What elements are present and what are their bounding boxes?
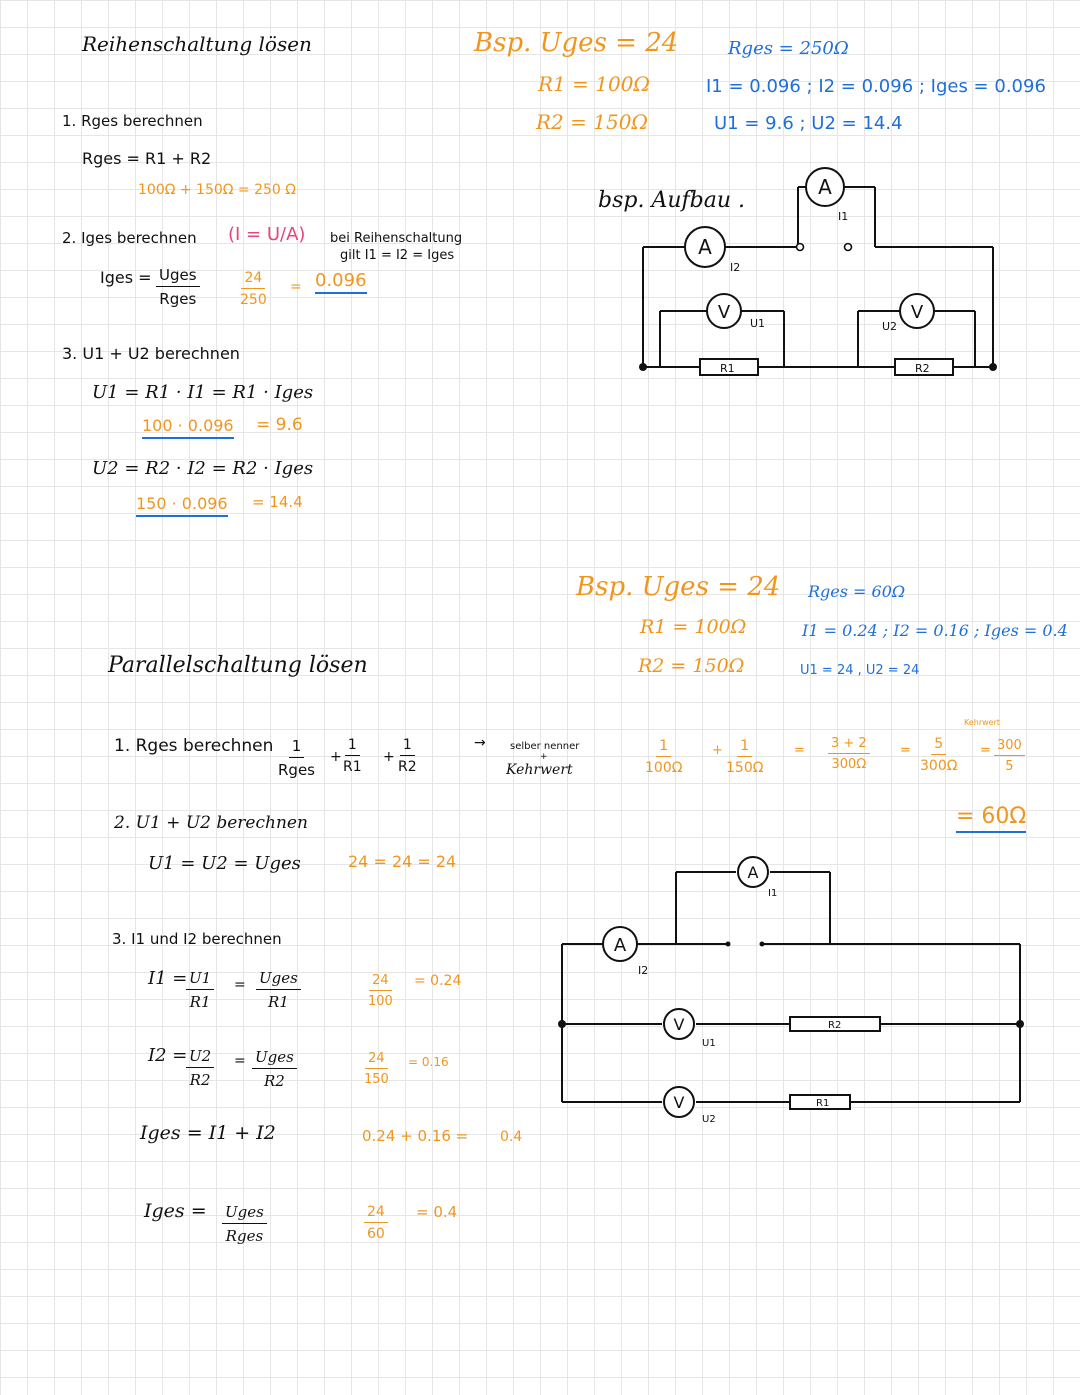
parallel-step1-heading: 1. Rges berechnen <box>114 736 274 756</box>
parallel-iges-sum: Iges = I1 + I2 <box>140 1122 276 1144</box>
fraction-numerator: U1 <box>186 969 214 990</box>
series-ammeter-a2 <box>685 227 725 267</box>
fraction-denominator: 60 <box>367 1226 385 1242</box>
series-u2-calc-expr: 150 · 0.096 <box>136 494 228 517</box>
ammeter-label: A <box>747 863 759 882</box>
series-voltmeter-v2 <box>900 294 934 328</box>
series-label-u1: U1 <box>750 317 766 330</box>
voltmeter-label: V <box>673 1093 685 1112</box>
parallel-step2-heading: 2. U1 + U2 berechnen <box>114 813 308 833</box>
series-example-rges: Rges = 250Ω <box>728 38 849 59</box>
series-iges-eq: = <box>290 279 302 295</box>
fraction-denominator: R1 <box>189 993 211 1011</box>
series-circuit-caption: bsp. Aufbau . <box>598 188 745 213</box>
parallel-ammeter-a2 <box>603 927 637 961</box>
parallel-iges-sum-calc: 0.24 + 0.16 = <box>362 1127 469 1145</box>
parallel-iges-lhs: Iges = <box>144 1200 207 1222</box>
series-ammeter-a1 <box>806 168 844 206</box>
series-voltmeter-v1 <box>707 294 741 328</box>
fraction-numerator: 1 <box>400 737 415 756</box>
fraction-denominator: 5 <box>1005 759 1014 774</box>
parallel-example-r2: R2 = 150Ω <box>638 655 745 677</box>
parallel-label-u1: U1 <box>702 1038 716 1049</box>
parallel-u-calc: 24 = 24 = 24 <box>348 852 457 871</box>
parallel-calc-frac3 <box>828 736 870 772</box>
parallel-iges-fraction <box>222 1203 267 1245</box>
voltmeter-label: V <box>910 302 924 323</box>
series-note-line1: bei Reihenschaltung <box>330 231 463 246</box>
parallel-calc-frac4 <box>920 736 957 774</box>
parallel-calc-frac2 <box>726 738 763 776</box>
parallel-iges-calc-fraction <box>364 1204 388 1242</box>
series-example-r2: R2 = 150Ω <box>536 110 649 134</box>
series-rges-calc: 100Ω + 150Ω = 250 Ω <box>138 182 296 198</box>
fraction-numerator: 300 <box>994 738 1025 756</box>
fraction-denominator: 100 <box>368 994 393 1009</box>
fraction-denominator: 300Ω <box>831 757 867 772</box>
series-label-u2: U2 <box>882 320 898 333</box>
parallel-rges-fraction <box>278 737 315 779</box>
series-resistor-r2 <box>895 359 953 375</box>
resistor-label: R2 <box>828 1020 842 1031</box>
series-iges-calc-fraction <box>240 270 267 308</box>
fraction-denominator: R2 <box>398 759 417 775</box>
fraction-numerator: 24 <box>241 270 265 289</box>
parallel-calc-frac5 <box>994 738 1025 774</box>
fraction-numerator: 1 <box>289 737 305 758</box>
parallel-note-line1: selber nenner <box>510 741 580 752</box>
series-resistor-r1 <box>700 359 758 375</box>
parallel-step3-heading: 3. I1 und I2 berechnen <box>112 930 282 948</box>
series-iges-fraction <box>156 266 200 308</box>
parallel-i2-fraction <box>186 1047 214 1089</box>
fraction-numerator: 1 <box>656 738 671 757</box>
series-u1-calc <box>142 418 234 434</box>
parallel-i2-mid: = <box>234 1053 246 1069</box>
fraction-denominator: 100Ω <box>645 760 683 776</box>
series-example-currents: I1 = 0.096 ; I2 = 0.096 ; Iges = 0.096 <box>706 76 1046 97</box>
fraction-denominator: 250 <box>240 292 267 308</box>
parallel-i2-result: = 0.16 <box>408 1055 449 1069</box>
parallel-plus-2: + <box>383 749 395 765</box>
series-circuit-diagram <box>630 165 1030 380</box>
fraction-numerator: 3 + 2 <box>828 736 870 754</box>
voltmeter-label: V <box>717 302 731 323</box>
parallel-calc-plus: + <box>712 743 723 758</box>
series-step1-heading: 1. Rges berechnen <box>62 112 203 130</box>
series-iges-result: 0.096 <box>315 272 367 294</box>
series-step3-heading: 3. U1 + U2 berechnen <box>62 344 240 363</box>
parallel-ammeter-a1 <box>738 857 768 887</box>
parallel-i1-fraction-2 <box>256 969 301 1011</box>
fraction-denominator: Rges <box>159 290 197 308</box>
parallel-i1-fraction <box>186 969 214 1011</box>
fraction-numerator: Uges <box>256 969 301 990</box>
series-step2-heading: 2. Iges berechnen <box>62 229 197 247</box>
series-example-voltages: U1 = 9.6 ; U2 = 14.4 <box>714 113 903 134</box>
resistor-label: R1 <box>816 1098 830 1109</box>
series-title: Reihenschaltung lösen <box>82 32 312 56</box>
parallel-label-i2: I2 <box>638 964 649 977</box>
parallel-calc-result <box>956 806 1026 828</box>
parallel-i1-calc-fraction <box>368 973 393 1009</box>
series-label-i1: I1 <box>838 210 849 223</box>
fraction-numerator: 24 <box>365 1051 388 1069</box>
parallel-example-currents: I1 = 0.24 ; I2 = 0.16 ; Iges = 0.4 <box>802 621 1068 640</box>
parallel-example-voltages: U1 = 24 , U2 = 24 <box>800 663 920 678</box>
parallel-example-label: Bsp. Uges = 24 <box>576 572 781 602</box>
parallel-r1-fraction <box>343 737 362 775</box>
ammeter-label: A <box>698 235 712 259</box>
series-u2-result: = 14.4 <box>252 493 303 511</box>
voltmeter-label: V <box>673 1015 685 1034</box>
series-u1-formula: U1 = R1 · I1 = R1 · Iges <box>92 382 314 403</box>
parallel-note-arrow: → <box>474 735 486 751</box>
parallel-iges-sum-result: 0.4 <box>500 1129 523 1145</box>
series-note-line2: gilt I1 = I2 = Iges <box>340 248 455 263</box>
parallel-u-formula: U1 = U2 = Uges <box>148 853 301 874</box>
parallel-example-r1: R1 = 100Ω <box>640 616 747 638</box>
parallel-voltmeter-v1 <box>664 1009 694 1039</box>
fraction-denominator: R2 <box>189 1071 211 1089</box>
fraction-denominator: Rges <box>225 1227 264 1245</box>
series-u2-formula: U2 = R2 · I2 = R2 · Iges <box>92 458 314 479</box>
parallel-i1-result: = 0.24 <box>414 973 462 989</box>
parallel-note-plus: + <box>540 752 548 762</box>
parallel-i2-lhs: I2 = <box>148 1045 188 1066</box>
parallel-calc-eq1: = <box>794 743 805 758</box>
parallel-calc-result-value: = 60Ω <box>956 804 1026 833</box>
series-example-r1: R1 = 100Ω <box>538 72 651 96</box>
parallel-resistor-r2 <box>790 1017 880 1031</box>
parallel-iges-result: = 0.4 <box>416 1203 458 1221</box>
parallel-calc-eq2: = <box>900 743 911 758</box>
fraction-numerator: Uges <box>252 1048 297 1069</box>
parallel-circuit-diagram <box>550 852 1030 1137</box>
parallel-calc-frac1 <box>645 738 682 776</box>
parallel-note-line2: Kehrwert <box>506 762 573 778</box>
parallel-label-i1: I1 <box>768 888 778 899</box>
fraction-numerator: 5 <box>931 736 946 755</box>
fraction-denominator: Rges <box>278 761 315 779</box>
series-u1-result: = 9.6 <box>256 415 303 435</box>
fraction-denominator: 150 <box>364 1072 389 1087</box>
parallel-i2-fraction-2 <box>252 1048 297 1090</box>
parallel-voltmeter-v2 <box>664 1087 694 1117</box>
parallel-label-u2: U2 <box>702 1114 716 1125</box>
fraction-denominator: R2 <box>263 1072 285 1090</box>
parallel-i1-mid: = <box>234 977 246 993</box>
parallel-calc-eq3: = <box>980 743 991 758</box>
series-label-i2: I2 <box>730 261 741 274</box>
fraction-numerator: 1 <box>345 737 360 756</box>
ammeter-label: A <box>613 935 627 956</box>
resistor-label: R1 <box>720 362 735 375</box>
parallel-i2-calc-fraction <box>364 1051 389 1087</box>
series-rges-formula: Rges = R1 + R2 <box>82 149 212 168</box>
series-u1-calc-expr: 100 · 0.096 <box>142 416 234 439</box>
parallel-resistor-r1 <box>790 1095 850 1109</box>
fraction-numerator: U2 <box>186 1047 214 1068</box>
fraction-numerator: 24 <box>369 973 392 991</box>
fraction-numerator: 24 <box>364 1204 388 1223</box>
series-u2-calc <box>136 496 228 512</box>
fraction-numerator: 1 <box>737 738 752 757</box>
fraction-numerator: Uges <box>222 1203 267 1224</box>
fraction-numerator: Uges <box>156 266 200 287</box>
parallel-calc-kehrwert: Kehrwert <box>964 718 1001 727</box>
fraction-denominator: 300Ω <box>920 758 958 774</box>
resistor-label: R2 <box>915 362 930 375</box>
parallel-title: Parallelschaltung lösen <box>108 653 368 678</box>
ohm-law-formula: (I = U/A) <box>228 224 306 245</box>
fraction-denominator: R1 <box>343 759 362 775</box>
ammeter-label: A <box>818 175 832 199</box>
series-iges-lhs: Iges = <box>100 268 152 287</box>
parallel-plus-1: + <box>330 749 342 765</box>
parallel-example-rges: Rges = 60Ω <box>808 582 906 601</box>
fraction-denominator: R1 <box>267 993 289 1011</box>
parallel-i1-lhs: I1 = <box>148 968 188 989</box>
series-example-label: Bsp. Uges = 24 <box>474 28 679 58</box>
fraction-denominator: 150Ω <box>726 760 764 776</box>
parallel-r2-fraction <box>398 737 417 775</box>
